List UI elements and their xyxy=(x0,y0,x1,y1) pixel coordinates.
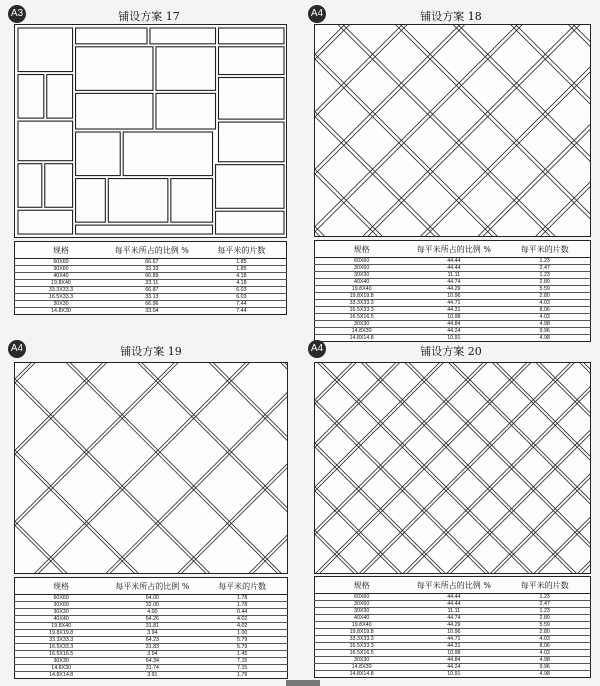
table-row xyxy=(15,672,288,679)
spec-table xyxy=(14,577,288,679)
cell-pieces: 8.06 xyxy=(499,307,590,314)
table-row xyxy=(15,294,287,301)
grout-line xyxy=(15,363,287,460)
pattern-17-svg xyxy=(15,25,286,237)
cell-pieces: 1.78 xyxy=(197,595,287,602)
grout-line xyxy=(315,512,590,573)
grout-line xyxy=(315,25,590,64)
section-badge: A4 xyxy=(8,340,26,358)
tile xyxy=(108,179,168,223)
table-row xyxy=(15,266,287,273)
grout-line xyxy=(315,363,590,453)
cell-spec: 14.8X30 xyxy=(315,664,409,671)
cell-pieces: 1.78 xyxy=(197,602,287,609)
cell-ratio: 33.13 xyxy=(107,294,197,301)
cell-ratio: 3.91 xyxy=(147,672,158,678)
cell-spec: 30X30 xyxy=(15,301,107,308)
table-row xyxy=(15,630,288,637)
table-row xyxy=(15,651,288,658)
tile xyxy=(18,210,73,234)
tile xyxy=(76,179,106,223)
column-header-ratio: 每平米所占的比例 % xyxy=(408,577,499,594)
grout-line xyxy=(315,164,590,236)
table-row xyxy=(315,279,591,286)
cell-ratio: 44.71 xyxy=(408,636,499,643)
cell-ratio: 11.11 xyxy=(408,272,499,279)
panel-title: 铺设方案 20 xyxy=(420,345,482,358)
cell-spec: 30X60 xyxy=(15,602,108,609)
cell-ratio: 66.96 xyxy=(107,301,197,308)
cell-spec: 60X60 xyxy=(315,258,409,265)
grout-line xyxy=(315,222,590,236)
cell-ratio: 44.84 xyxy=(408,657,499,664)
table-row xyxy=(15,280,287,287)
column-header-pieces: 每平米的片数 xyxy=(499,241,590,258)
grout-line xyxy=(315,25,590,171)
cell-pieces: 6.03 xyxy=(197,287,287,294)
table-row xyxy=(315,293,591,300)
table-row xyxy=(315,307,591,314)
table-row xyxy=(315,615,591,622)
table-row xyxy=(315,328,591,335)
cell-ratio: 44.44 xyxy=(408,601,499,608)
cell-spec: 14.8X30 xyxy=(15,665,108,672)
cell-ratio: 10.96 xyxy=(408,293,499,300)
grout-line xyxy=(15,363,287,464)
cell-spec: 33.3X33.3 xyxy=(315,636,409,643)
tile xyxy=(18,75,44,119)
grout-line xyxy=(315,102,590,236)
cell-pieces: 7.15 xyxy=(197,665,287,672)
grout-line xyxy=(15,363,287,573)
table-row xyxy=(315,286,591,293)
tile xyxy=(76,28,147,44)
grout-line xyxy=(315,49,590,236)
cell-pieces: 8.06 xyxy=(499,643,590,650)
table-row xyxy=(15,623,288,630)
cell-ratio: 66.87 xyxy=(107,287,197,294)
cell-pieces: 5.59 xyxy=(499,622,590,629)
cell-spec: 19.8X40 xyxy=(15,280,107,287)
cell-ratio: 44.84 xyxy=(408,321,499,328)
cell-spec: 40X40 xyxy=(315,615,409,622)
cell-ratio: 66.89 xyxy=(107,273,197,280)
tile xyxy=(218,28,284,44)
table-row xyxy=(315,664,591,671)
table-row xyxy=(15,644,288,651)
cell-pieces: 4.03 xyxy=(499,300,590,307)
grout-line xyxy=(15,363,287,379)
column-header-pieces: 每平米的片数 xyxy=(197,578,287,595)
grout-line xyxy=(15,363,287,375)
cell-spec: 16.5X33.3 xyxy=(315,643,409,650)
cell-pieces: 2.80 xyxy=(499,293,590,300)
grout-line xyxy=(315,363,590,497)
page-indicator-bar xyxy=(286,680,320,686)
cell-pieces: 7.44 xyxy=(236,308,247,314)
cell-spec: 16.5X33.3 xyxy=(15,644,108,651)
cell-ratio: 44.74 xyxy=(408,279,499,286)
table-row xyxy=(15,259,287,266)
grout-line xyxy=(315,25,590,224)
column-header-pieces: 每平米的片数 xyxy=(197,242,287,259)
cell-spec: 40X40 xyxy=(15,616,108,623)
tile xyxy=(18,121,73,161)
cell-spec: 14.8X14.8 xyxy=(349,335,374,341)
cell-ratio: 44.24 xyxy=(408,664,499,671)
cell-pieces: 9.96 xyxy=(499,664,590,671)
cell-pieces: 4.98 xyxy=(539,335,550,341)
cell-pieces: 0.44 xyxy=(197,609,287,616)
grout-line xyxy=(315,363,590,573)
column-header-pieces: 每平米的片数 xyxy=(499,577,590,594)
grout-line xyxy=(315,363,590,366)
grout-line xyxy=(315,363,590,573)
cell-pieces: 1.23 xyxy=(499,608,590,615)
grout-line xyxy=(15,363,287,573)
cell-pieces: 6.03 xyxy=(197,294,287,301)
cell-ratio: 44.31 xyxy=(408,643,499,650)
cell-ratio: 3.94 xyxy=(107,651,197,658)
cell-ratio: 10.98 xyxy=(408,314,499,321)
tile-pattern-diagram xyxy=(14,362,288,574)
column-header-ratio: 每平米所占的比例 % xyxy=(107,242,197,259)
cell-spec: 33.3X33.3 xyxy=(315,300,409,307)
cell-spec: 30X30 xyxy=(315,608,409,615)
cell-spec: 16.5X33.3 xyxy=(15,294,107,301)
grout-line xyxy=(15,454,287,573)
tile xyxy=(123,132,212,176)
table-row xyxy=(15,595,288,602)
table-row xyxy=(315,601,591,608)
panel-title: 铺设方案 17 xyxy=(118,10,180,23)
cell-spec: 60X60 xyxy=(15,595,108,602)
cell-spec: 16.5X16.5 xyxy=(15,651,108,658)
tile xyxy=(216,165,284,209)
cell-pieces: 5.59 xyxy=(499,286,590,293)
cell-spec: 19.8X40 xyxy=(15,623,108,630)
grout-line xyxy=(315,568,590,573)
cell-pieces: 7.15 xyxy=(197,658,287,665)
grout-line xyxy=(315,363,590,573)
grout-line xyxy=(315,363,590,573)
cell-spec: 14.8X14.8 xyxy=(49,672,74,678)
cell-ratio: 31.83 xyxy=(107,644,197,651)
cell-spec: 30X30 xyxy=(315,272,409,279)
table-row xyxy=(315,622,591,629)
cell-spec: 33.3X33.3 xyxy=(15,287,107,294)
cell-spec: 60X60 xyxy=(315,594,409,601)
cell-ratio: 4.00 xyxy=(107,609,197,616)
cell-pieces: 1.23 xyxy=(499,258,590,265)
cell-pieces: 2.80 xyxy=(499,629,590,636)
column-header-ratio: 每平米所占的比例 % xyxy=(408,241,499,258)
cell-ratio: 10.91 xyxy=(447,671,461,677)
table-row xyxy=(15,602,288,609)
tile xyxy=(216,211,284,234)
cell-pieces: 2.47 xyxy=(499,265,590,272)
grout-line xyxy=(315,363,590,573)
layout-panel-19 xyxy=(8,340,294,680)
spec-table xyxy=(314,240,591,342)
cell-spec: 30X30 xyxy=(15,658,108,665)
cell-spec: 30X60 xyxy=(15,266,107,273)
cell-pieces: 7.44 xyxy=(197,301,287,308)
cell-pieces: 2.47 xyxy=(499,601,590,608)
cell-ratio: 64.00 xyxy=(107,595,197,602)
table-row xyxy=(315,671,591,678)
tile xyxy=(218,47,284,75)
cell-spec: 30X60 xyxy=(315,601,409,608)
cell-spec: 19.8X40 xyxy=(315,622,409,629)
cell-ratio: 33.33 xyxy=(107,266,197,273)
cell-spec: 19.8X19.8 xyxy=(315,629,409,636)
section-badge: A3 xyxy=(8,5,26,23)
spec-table xyxy=(14,241,287,315)
cell-ratio: 44.44 xyxy=(408,594,499,601)
grout-line xyxy=(315,363,590,573)
cell-pieces: 4.18 xyxy=(197,273,287,280)
table-row xyxy=(315,657,591,664)
cell-pieces: 2.80 xyxy=(499,279,590,286)
cell-spec: 16.5X33.3 xyxy=(315,307,409,314)
cell-spec: 30X30 xyxy=(15,609,108,616)
tile xyxy=(76,225,213,234)
column-header-spec: 规格 xyxy=(15,578,108,595)
cell-pieces: 2.80 xyxy=(499,615,590,622)
table-row xyxy=(315,608,591,615)
table-row xyxy=(315,314,591,321)
cell-ratio: 10.96 xyxy=(408,629,499,636)
tile xyxy=(18,164,42,208)
cell-pieces: 1.85 xyxy=(197,259,287,266)
grout-line xyxy=(315,25,590,179)
tile xyxy=(150,28,216,44)
cell-spec: 14.8X30 xyxy=(51,308,71,314)
cell-ratio: 64.23 xyxy=(107,637,197,644)
cell-ratio: 44.31 xyxy=(408,307,499,314)
layout-panel-17 xyxy=(8,5,290,323)
grout-line xyxy=(15,383,287,573)
tile xyxy=(45,164,73,208)
grout-line xyxy=(15,373,287,573)
column-header-spec: 规格 xyxy=(315,241,409,258)
table-row xyxy=(315,300,591,307)
section-badge: A4 xyxy=(308,340,326,358)
table-row xyxy=(15,658,288,665)
cell-pieces: 1.45 xyxy=(197,651,287,658)
grout-line xyxy=(315,107,590,236)
table-row xyxy=(315,272,591,279)
grout-line xyxy=(315,44,590,236)
cell-ratio: 44.24 xyxy=(408,328,499,335)
tile xyxy=(156,47,216,91)
grout-line xyxy=(315,363,590,426)
grout-line xyxy=(315,468,590,573)
cell-pieces: 1.23 xyxy=(499,272,590,279)
cell-ratio: 33.04 xyxy=(145,308,159,314)
table-row xyxy=(15,273,287,280)
cell-spec: 60X60 xyxy=(15,259,107,266)
cell-ratio: 44.71 xyxy=(408,300,499,307)
cell-spec: 30X60 xyxy=(315,265,409,272)
table-row xyxy=(15,665,288,672)
cell-ratio: 33.11 xyxy=(107,280,197,287)
grout-line xyxy=(315,25,590,127)
grout-line xyxy=(15,440,287,573)
cell-pieces: 4.98 xyxy=(539,671,550,677)
cell-pieces: 4.03 xyxy=(499,314,590,321)
cell-pieces: 4.03 xyxy=(499,650,590,657)
cell-pieces: 5.79 xyxy=(197,637,287,644)
cell-ratio: 64.34 xyxy=(107,658,197,665)
cell-spec: 14.8X30 xyxy=(315,328,409,335)
panel-title: 铺设方案 18 xyxy=(420,10,482,23)
table-row xyxy=(315,321,591,328)
cell-ratio: 44.44 xyxy=(408,265,499,272)
cell-ratio: 32.00 xyxy=(107,602,197,609)
tile xyxy=(218,78,284,120)
pattern-20-svg xyxy=(315,363,590,573)
cell-pieces: 9.96 xyxy=(499,328,590,335)
column-header-ratio: 每平米所占的比例 % xyxy=(107,578,197,595)
cell-ratio: 44.74 xyxy=(408,615,499,622)
cell-spec: 19.8X40 xyxy=(315,286,409,293)
cell-pieces: 4.02 xyxy=(197,616,287,623)
cell-ratio: 44.29 xyxy=(408,622,499,629)
grout-line xyxy=(15,363,287,535)
cell-pieces: 1.79 xyxy=(237,672,248,678)
table-row xyxy=(315,258,591,265)
grout-line xyxy=(315,437,590,573)
table-row xyxy=(15,637,288,644)
grout-line xyxy=(315,433,590,573)
cell-spec: 19.8X19.8 xyxy=(15,630,108,637)
cell-ratio: 3.94 xyxy=(107,630,197,637)
grout-line xyxy=(15,387,287,573)
cell-pieces: 1.23 xyxy=(499,594,590,601)
grout-line xyxy=(315,424,590,573)
table-row xyxy=(315,629,591,636)
cell-pieces: 4.02 xyxy=(197,623,287,630)
cell-pieces: 4.18 xyxy=(197,280,287,287)
cell-ratio: 31.74 xyxy=(107,665,197,672)
cell-spec: 14.8X14.8 xyxy=(349,671,374,677)
cell-pieces: 1.00 xyxy=(197,630,287,637)
cell-pieces: 1.85 xyxy=(197,266,287,273)
cell-spec: 16.5X16.5 xyxy=(315,314,409,321)
section-badge: A4 xyxy=(308,5,326,23)
table-row xyxy=(315,265,591,272)
table-row xyxy=(315,650,591,657)
cell-spec: 30X30 xyxy=(315,321,409,328)
grout-line xyxy=(315,217,590,236)
table-row xyxy=(15,308,287,315)
layout-panel-20 xyxy=(308,340,594,680)
tile xyxy=(18,28,73,72)
table-row xyxy=(15,616,288,623)
cell-pieces: 5.79 xyxy=(197,644,287,651)
tile-pattern-diagram xyxy=(14,24,287,238)
grout-line xyxy=(315,25,590,122)
cell-spec: 40X40 xyxy=(315,279,409,286)
pattern-19-svg xyxy=(15,363,287,573)
grout-line xyxy=(15,363,287,573)
cell-spec: 16.5X16.5 xyxy=(315,650,409,657)
tile xyxy=(76,132,121,176)
cell-spec: 19.8X19.8 xyxy=(315,293,409,300)
grout-line xyxy=(315,363,590,540)
cell-ratio: 10.91 xyxy=(447,335,461,341)
table-row xyxy=(15,609,288,616)
table-row xyxy=(315,594,591,601)
cell-ratio: 10.98 xyxy=(408,650,499,657)
cell-ratio: 11.11 xyxy=(408,608,499,615)
grout-line xyxy=(315,363,590,573)
cell-ratio: 44.29 xyxy=(408,286,499,293)
grout-line xyxy=(315,363,590,466)
cell-pieces: 4.03 xyxy=(499,636,590,643)
grout-line xyxy=(15,363,287,573)
pattern-18-svg xyxy=(315,25,590,236)
grout-line xyxy=(15,363,287,521)
table-row xyxy=(15,287,287,294)
cell-ratio: 44.44 xyxy=(408,258,499,265)
cell-pieces: 4.98 xyxy=(499,657,590,664)
grout-line xyxy=(315,25,590,56)
tile-pattern-diagram xyxy=(314,362,591,574)
cell-pieces: 4.98 xyxy=(499,321,590,328)
grout-line xyxy=(315,25,590,184)
tile xyxy=(76,47,153,91)
grout-line xyxy=(15,363,287,393)
tile xyxy=(171,179,213,223)
grout-line xyxy=(315,363,590,514)
cell-spec: 40X40 xyxy=(15,273,107,280)
table-row xyxy=(315,643,591,650)
cell-ratio: 64.26 xyxy=(107,616,197,623)
column-header-spec: 规格 xyxy=(15,242,107,259)
tile xyxy=(47,75,73,119)
cell-ratio: 31.81 xyxy=(107,623,197,630)
tile-pattern-diagram xyxy=(314,24,591,237)
cell-spec: 33.3X33.3 xyxy=(15,637,108,644)
panel-title: 铺设方案 19 xyxy=(120,345,182,358)
column-header-spec: 规格 xyxy=(315,577,409,594)
grout-line xyxy=(315,363,590,573)
cell-spec: 30X30 xyxy=(315,657,409,664)
grout-line xyxy=(315,555,590,573)
layout-panel-18 xyxy=(308,5,594,339)
tile xyxy=(76,93,153,129)
tile xyxy=(218,122,284,162)
tile xyxy=(156,93,216,129)
table-row xyxy=(15,301,287,308)
spec-table xyxy=(314,576,591,678)
table-row xyxy=(315,636,591,643)
cell-ratio: 66.67 xyxy=(107,259,197,266)
grout-line xyxy=(15,516,287,573)
